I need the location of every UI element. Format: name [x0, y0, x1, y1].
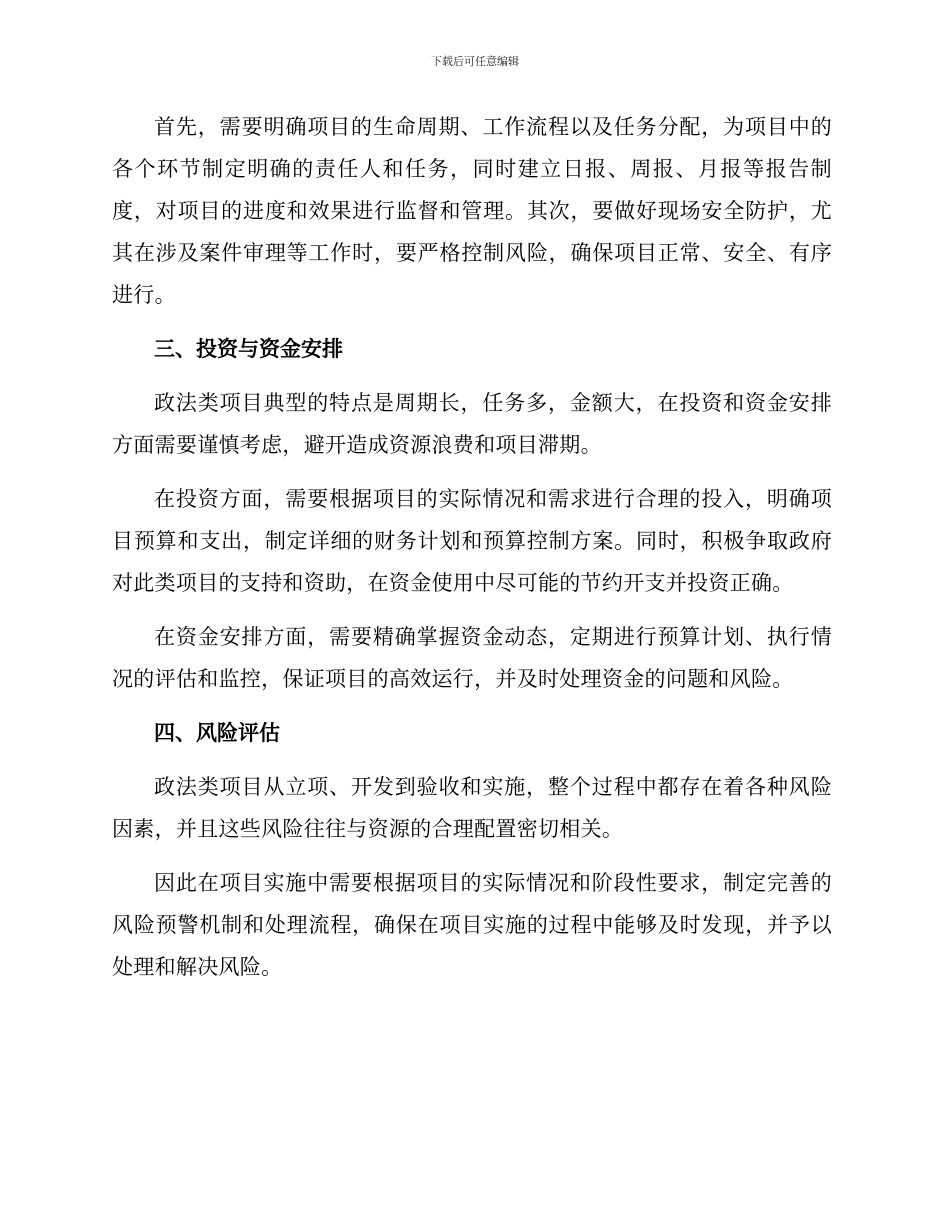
- section-heading-risk: 四、风险评估: [154, 721, 280, 745]
- document-body: [112, 106, 832, 1000]
- paragraph-risk-warning: 因此在项目实施中需要根据项目的实际情况和阶段性要求，制定完善的风险预警机制和处理流程，确保在项目实施的过程中能够及时发现，并予以处理和解决风险。: [112, 871, 832, 979]
- section-heading-investment: 三、投资与资金安排: [154, 337, 343, 361]
- header-note: 下载后可任意编辑: [431, 55, 519, 68]
- paragraph-risk-factors: 政法类项目从立项、开发到验收和实施，整个过程中都存在着各种风险因素，并且这些风险往往与资源的合理配置密切相关。: [112, 775, 832, 841]
- paragraph-project-management: 首先，需要明确项目的生命周期、工作流程以及任务分配，为项目中的各个环节制定明确的责任人和任务，同时建立日报、周报、月报等报告制度，对项目的进度和效果进行监督和管理。其次，要做好现场安全防护，尤其在涉及案件审理等工作时，要严格控制风险，确保项目正常、安全、有序进行。: [112, 115, 832, 307]
- paragraph-investment-intro: 政法类项目典型的特点是周期长，任务多，金额大，在投资和资金安排方面需要谨慎考虑，避开造成资源浪费和项目滞期。: [112, 391, 832, 457]
- paragraph-fund-arrangement: 在资金安排方面，需要精确掌握资金动态，定期进行预算计划、执行情况的评估和监控，保证项目的高效运行，并及时处理资金的问题和风险。: [112, 625, 832, 691]
- paragraph-investment-plan: 在投资方面，需要根据项目的实际情况和需求进行合理的投入，明确项目预算和支出，制定详细的财务计划和预算控制方案。同时，积极争取政府对此类项目的支持和资助，在资金使用中尽可能的节约开支并投资正确。: [112, 487, 832, 595]
